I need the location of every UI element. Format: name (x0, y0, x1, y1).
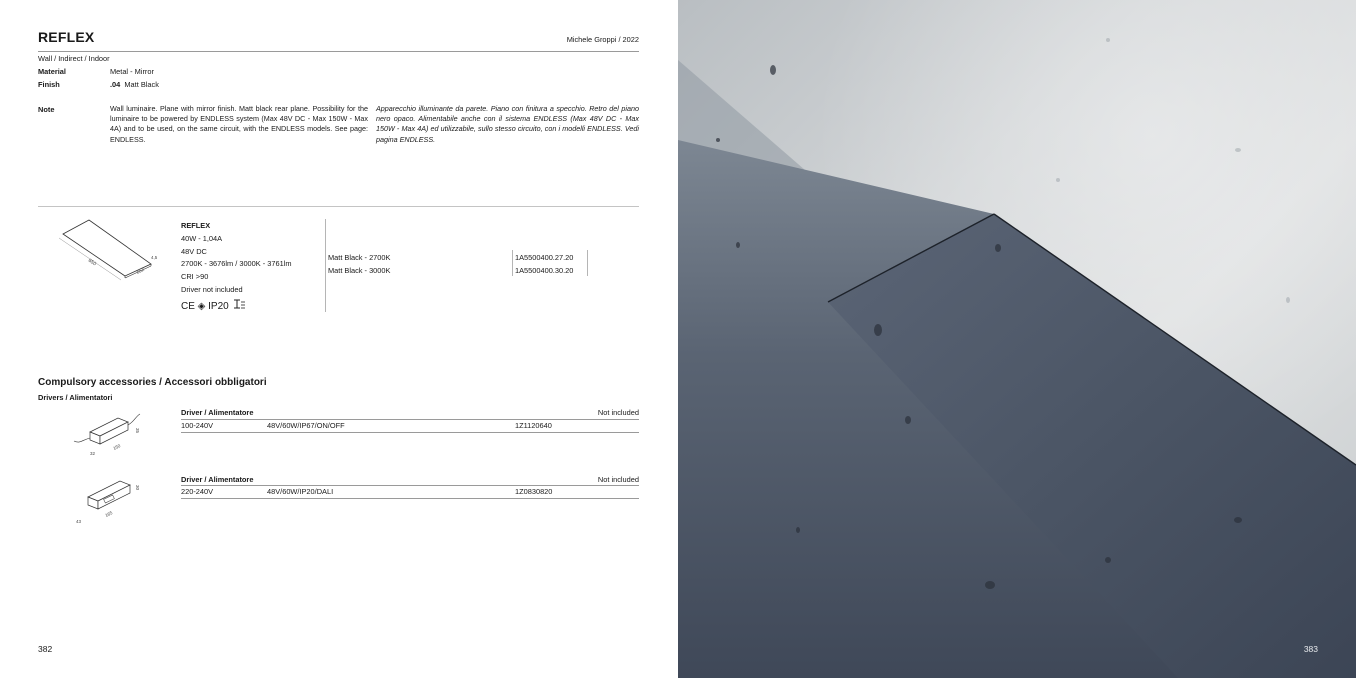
category-line: Wall / Indirect / Indoor (38, 54, 110, 63)
driver-1-drawing (70, 408, 150, 460)
driver-2-drawing (70, 475, 150, 527)
table-divider-2 (512, 250, 513, 276)
driver-1-dim-a: 32 (90, 451, 96, 456)
driver-2-dim-c: 30 (135, 485, 140, 491)
accessories-title: Compulsory accessories / Accessori obbligatori (38, 377, 267, 388)
table-divider-1 (325, 219, 326, 312)
page-number-left: 382 (38, 644, 53, 654)
page-number-right: 383 (1303, 644, 1318, 654)
variant-codes (515, 252, 573, 277)
driver-2-heading: Driver / Alimentatore (181, 475, 254, 484)
variant-finishes (328, 252, 390, 277)
finish-value (110, 80, 159, 90)
product-photo (678, 0, 1356, 678)
driver-1-status: Not included (597, 408, 639, 417)
accessories-subtitle: Drivers / Alimentatori (38, 393, 113, 402)
material-value: Metal - Mirror (110, 67, 154, 76)
variant-1-code: 1A5500400.27.20 (515, 253, 574, 262)
material-label: Material (38, 67, 66, 76)
dim-depth: 4,5 (151, 255, 158, 260)
product-specs (181, 220, 292, 314)
spec-power: 40W - 1,04A (181, 233, 223, 243)
driver-1-dim-b: 150 (112, 443, 122, 451)
driver-1-rule-top (181, 419, 639, 420)
driver-2-code: 1Z0830820 (515, 487, 553, 496)
designer-credit: Michele Groppi / 2022 (566, 35, 639, 44)
variant-1-finish: Matt Black - 2700K (328, 253, 391, 262)
driver-2-dim-b: 165 (104, 510, 114, 518)
driver-1-code: 1Z1120640 (515, 421, 552, 430)
driver-2-rule-top (181, 485, 639, 486)
tunable-driver-icon (232, 298, 246, 310)
driver-2-rule-bottom (181, 498, 639, 499)
section-rule (38, 206, 639, 207)
note-italian: Apparecchio illuminante da parete. Piano con finitura a specchio. Retro del piano nero opaco. Alimentabile anche con il sistema ENDLESS (Max 48V DC - Max 150W - Max 4A) ed utilizzabile, sullo stesso circuito, con i modelli ENDLESS. Vedi pagina ENDLESS. (376, 104, 639, 144)
spec-voltage: 48V DC (181, 246, 207, 256)
certification-marks (181, 298, 292, 314)
driver-1-spec: 48V/60W/IP67/ON/OFF (267, 421, 345, 430)
spec-lumen: 2700K - 3676lm / 3000K - 3761lm (181, 259, 292, 269)
driver-1-dim-c: 35 (135, 428, 140, 434)
driver-1-voltage: 100-240V (181, 421, 214, 430)
variant-2-code: 1A5500400.30.20 (515, 265, 574, 275)
dim-width: 152 (135, 266, 146, 276)
header-rule (38, 51, 639, 52)
spec-cri: CRI >90 (181, 272, 209, 282)
product-title: REFLEX (38, 29, 95, 45)
driver-2-voltage: 220-240V (181, 487, 214, 496)
driver-2-spec: 48V/60W/IP20/DALI (267, 487, 334, 496)
variant-2-finish: Matt Black - 3000K (328, 265, 391, 275)
spec-driver: Driver not included (181, 284, 243, 294)
driver-2-status: Not included (597, 475, 639, 484)
finish-label: Finish (38, 80, 60, 89)
driver-1-heading: Driver / Alimentatore (181, 408, 254, 417)
spec-product-name: REFLEX (181, 221, 211, 230)
finish-name: Matt Black (124, 80, 159, 89)
dim-length: 650 (86, 257, 98, 268)
table-divider-3 (587, 250, 588, 276)
driver-2-dim-a: 43 (76, 519, 82, 524)
finish-code: .04 (110, 80, 121, 89)
right-page (678, 0, 1356, 678)
note-english: Wall luminaire. Plane with mirror finish. Matt black rear plane. Possibility for the luminaire to be powered by ENDLESS system (Max 48V DC - Max 150W - Max 4A) and to be used, on the same circuit, with the ENDLESS models. See page: ENDLESS. (110, 104, 368, 144)
cert-text: CE ◈ IP20 (181, 300, 229, 312)
driver-1-rule-bottom (181, 432, 639, 433)
product-drawing (55, 212, 160, 282)
note-label: Note (38, 105, 55, 114)
